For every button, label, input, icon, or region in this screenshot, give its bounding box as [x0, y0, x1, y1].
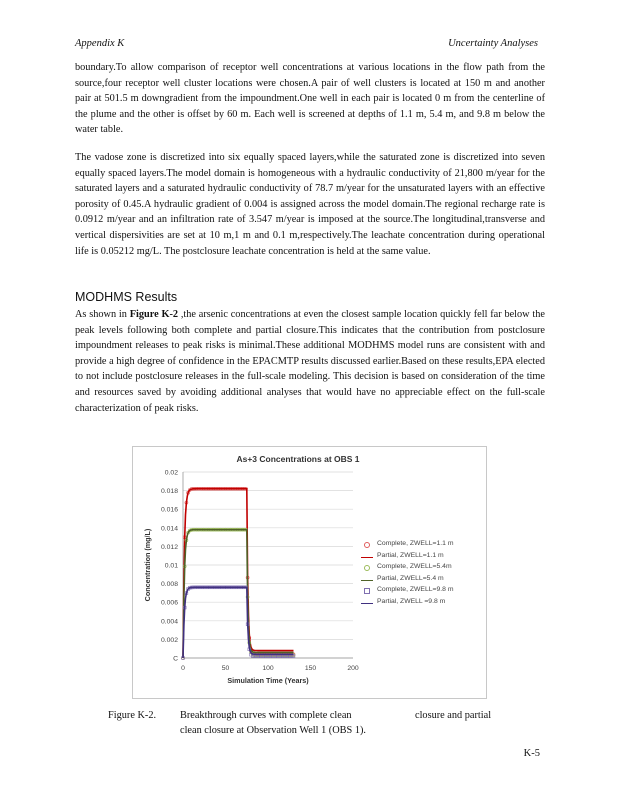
legend-item [361, 598, 481, 610]
y-tick-label: 0.008 [160, 581, 178, 589]
legend-item [361, 540, 481, 552]
section-heading: MODHMS Results [75, 290, 178, 304]
y-tick-label: 0.016 [160, 506, 178, 514]
figure-caption-tail: closure and partial [415, 710, 492, 721]
running-header-left: Appendix K [75, 38, 125, 49]
series-line [183, 489, 294, 658]
chart-title: As+3 Concentrations at OBS 1 [236, 454, 360, 464]
legend-marker-swatch [364, 565, 370, 571]
figure-caption-text [180, 708, 366, 738]
paragraph-vadose-zone: The vadose zone is discretized into six equally spaced layers,while the saturated zone is discretized into seven equally spaced layers.The model domain is homogeneous with a hydraulic conductivity of 21,800 m/year for the saturated layers and a saturated hydraulic conductivity of 78.7 m/year for the unsaturated layers with an effective porosity of 0.45.A hydraulic gradient of 0.004 is assigned across the model domain.The regional recharge rate is 0.0912 m/year and an infiltration rate of 3.547 m/year is imposed at the source.The longitudinal,transverse and vertical dispersivities are set at 10 m,1 m and 0.1 m,respectively.The leachate concentration during operational life is 0.05212 mg/L. The postclosure leachate concentration is held at the same value. [75, 152, 545, 257]
x-tick-label: 0 [181, 665, 185, 672]
legend-item [361, 575, 481, 587]
figure-caption-line1: Breakthrough curves with complete clean [180, 710, 352, 721]
y-tick-label: 0.006 [160, 599, 178, 607]
y-tick-label: 0.02 [164, 469, 178, 477]
legend-label: Complete, ZWELL=9.8 m [377, 586, 454, 594]
figure-caption-number: Figure K-2. [108, 710, 157, 721]
y-tick-label: 0.002 [160, 636, 178, 644]
legend-label: Partial, ZWELL=5.4 m [377, 574, 444, 582]
y-tick-label: 0.018 [160, 488, 178, 496]
legend-line-swatch [361, 557, 373, 559]
paragraph-text-rest: ,the arsenic concentrations at even the closest sample location quickly fell far below the peak levels following both complete and partial closure.This indicates that the contribution from postclosure impoundment releases to peak risks is minimal.These additional MODHMS model runs are consistent with and provide a high degree of confidence in the EPACMTP results discussed earlier.Based on these results,EPA elected to not include postclosure releases in the full-scale modeling. This decision is based on consideration of the time and resources saved by avoiding additional analyses that would have no appreciable effect on the full-scale characterization of peak risks. [75, 309, 545, 414]
y-tick-label: 0.014 [160, 525, 178, 533]
legend-label: Partial, ZWELL =9.8 m [377, 597, 446, 605]
legend-label: Complete, ZWELL=5.4m [377, 563, 452, 571]
figure-caption-line2: clean closure at Observation Well 1 (OBS 1). [180, 725, 366, 736]
y-tick-label: 0.012 [160, 543, 178, 551]
x-axis-label: Simulation Time (Years) [227, 676, 309, 685]
y-axis-label: Concentration (mg/L) [143, 528, 152, 602]
legend-label: Partial, ZWELL=1.1 m [377, 551, 444, 559]
legend-line-swatch [361, 580, 373, 582]
y-tick-label: C [173, 655, 178, 663]
legend-line-swatch [361, 603, 373, 605]
chart-frame [132, 446, 487, 699]
series-line [183, 530, 294, 658]
running-header-right: Uncertainty Analyses [448, 38, 538, 49]
figure-reference: Figure K-2 [129, 309, 179, 320]
y-tick-label: 0.004 [160, 618, 178, 626]
x-tick-label: 50 [221, 665, 230, 672]
x-tick-label: 150 [304, 665, 317, 672]
chart-legend [361, 540, 481, 610]
paragraph-text-start: As shown in [75, 309, 130, 320]
legend-item [361, 552, 481, 564]
paragraph-well-locations: boundary.To allow comparison of receptor well concentrations at various locations in the flow path from the source,four receptor well cluster locations were chosen.A pair of well clusters is located at 150 m and another pair at 501.5 m downgradient from the impoundment.One well in each pair is located 0 m from the centerline of the plume and the other is offset by 60 m. Each well is screened at depths of 1.1 m, 5.4 m, and 9.8 m below the water table. [75, 62, 545, 136]
legend-item [361, 563, 481, 575]
legend-item [361, 586, 481, 598]
page-number: K-5 [523, 748, 540, 759]
series-line [183, 587, 294, 658]
x-tick-label: 100 [262, 665, 274, 672]
y-tick-label: 0.01 [164, 562, 178, 570]
legend-marker-swatch [364, 542, 370, 548]
legend-marker-swatch [364, 588, 370, 594]
paragraph-modhms-results [75, 307, 545, 416]
legend-label: Complete, ZWELL=1.1 m [377, 540, 454, 547]
x-tick-label: 200 [347, 665, 359, 672]
